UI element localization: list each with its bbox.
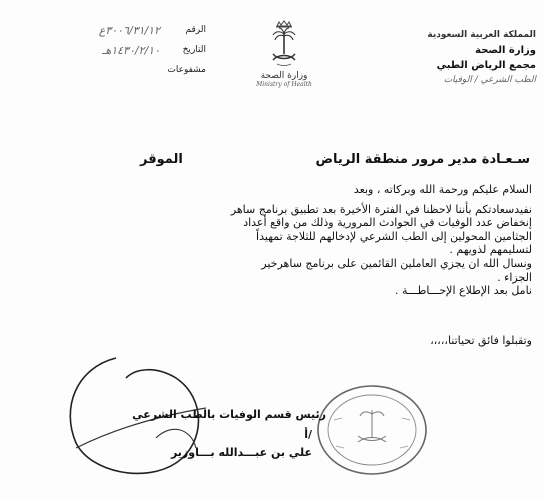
greeting: السلام عليكم ورحمة الله وبركاته ، وبعد — [353, 183, 532, 196]
body-line: لتسليمهم لذويهم . — [449, 243, 532, 257]
number-label: الرقم — [185, 25, 206, 35]
addressee: سـعـادة مدير مرور منطقة الرياض — [315, 152, 530, 167]
ministry-name: وزارة الصحة — [475, 45, 536, 56]
number-value: ٣٠٠٦/٣١/١٢ع — [98, 23, 160, 37]
reference-number-row — [6, 20, 206, 40]
body-line: نامل بعد الإطلاع الإحـــاطـــة . — [395, 284, 532, 298]
kingdom-name: المملكة العربية السعودية — [427, 30, 536, 40]
letterhead-right — [386, 28, 536, 85]
honorific: الموقر — [140, 152, 183, 167]
attachments-label: مشفوعات — [167, 65, 206, 75]
official-stamp-icon — [312, 380, 432, 480]
complex-name: مجمع الرياض الطبي — [436, 60, 536, 71]
addressee-line — [140, 152, 530, 167]
closing-text: وتقبلوا فائق تحياتنا،،،،، — [430, 334, 532, 347]
body-line: إنخفاض عدد الوفيات في الحوادث المرورية وذلك من واقع أعداد — [243, 216, 532, 230]
signature-prefix: أ/ — [304, 428, 312, 441]
body-line: الجزاء . — [497, 270, 532, 284]
department-handwriting: الطب الشرعي / الوفيات — [443, 75, 536, 85]
attachments-row — [6, 60, 206, 80]
palm-swords-emblem-icon — [267, 20, 301, 70]
reference-date-row — [6, 40, 206, 60]
signature-title: رئيس قسم الوفيات بالطب الشرعي — [132, 408, 326, 421]
body-line: نفيدسعادتكم بأننا لاحظنا في الفترة الأخيرة بعد تطبيق برنامج ساهر — [230, 202, 532, 216]
letter-body — [12, 183, 532, 298]
emblem-english-label: Ministry of Health — [256, 81, 312, 88]
emblem-arabic-label: وزارة الصحة — [260, 71, 308, 81]
body-line: الجثامين المحولين إلى الطب الشرعي لإدخالهم للثلاجة تمهيداً — [256, 229, 532, 243]
body-line: ونسال الله ان يجزي العاملين القائمين على برنامج ساهرخير — [261, 256, 532, 270]
date-label: التاريخ — [182, 45, 206, 55]
ministry-emblem — [254, 20, 314, 88]
reference-block — [6, 20, 206, 80]
date-value: ١٤٣٠/٢/١٠هـ — [102, 43, 160, 57]
signature-name: علي بن عبـــدالله بـــاوزير — [170, 446, 312, 459]
